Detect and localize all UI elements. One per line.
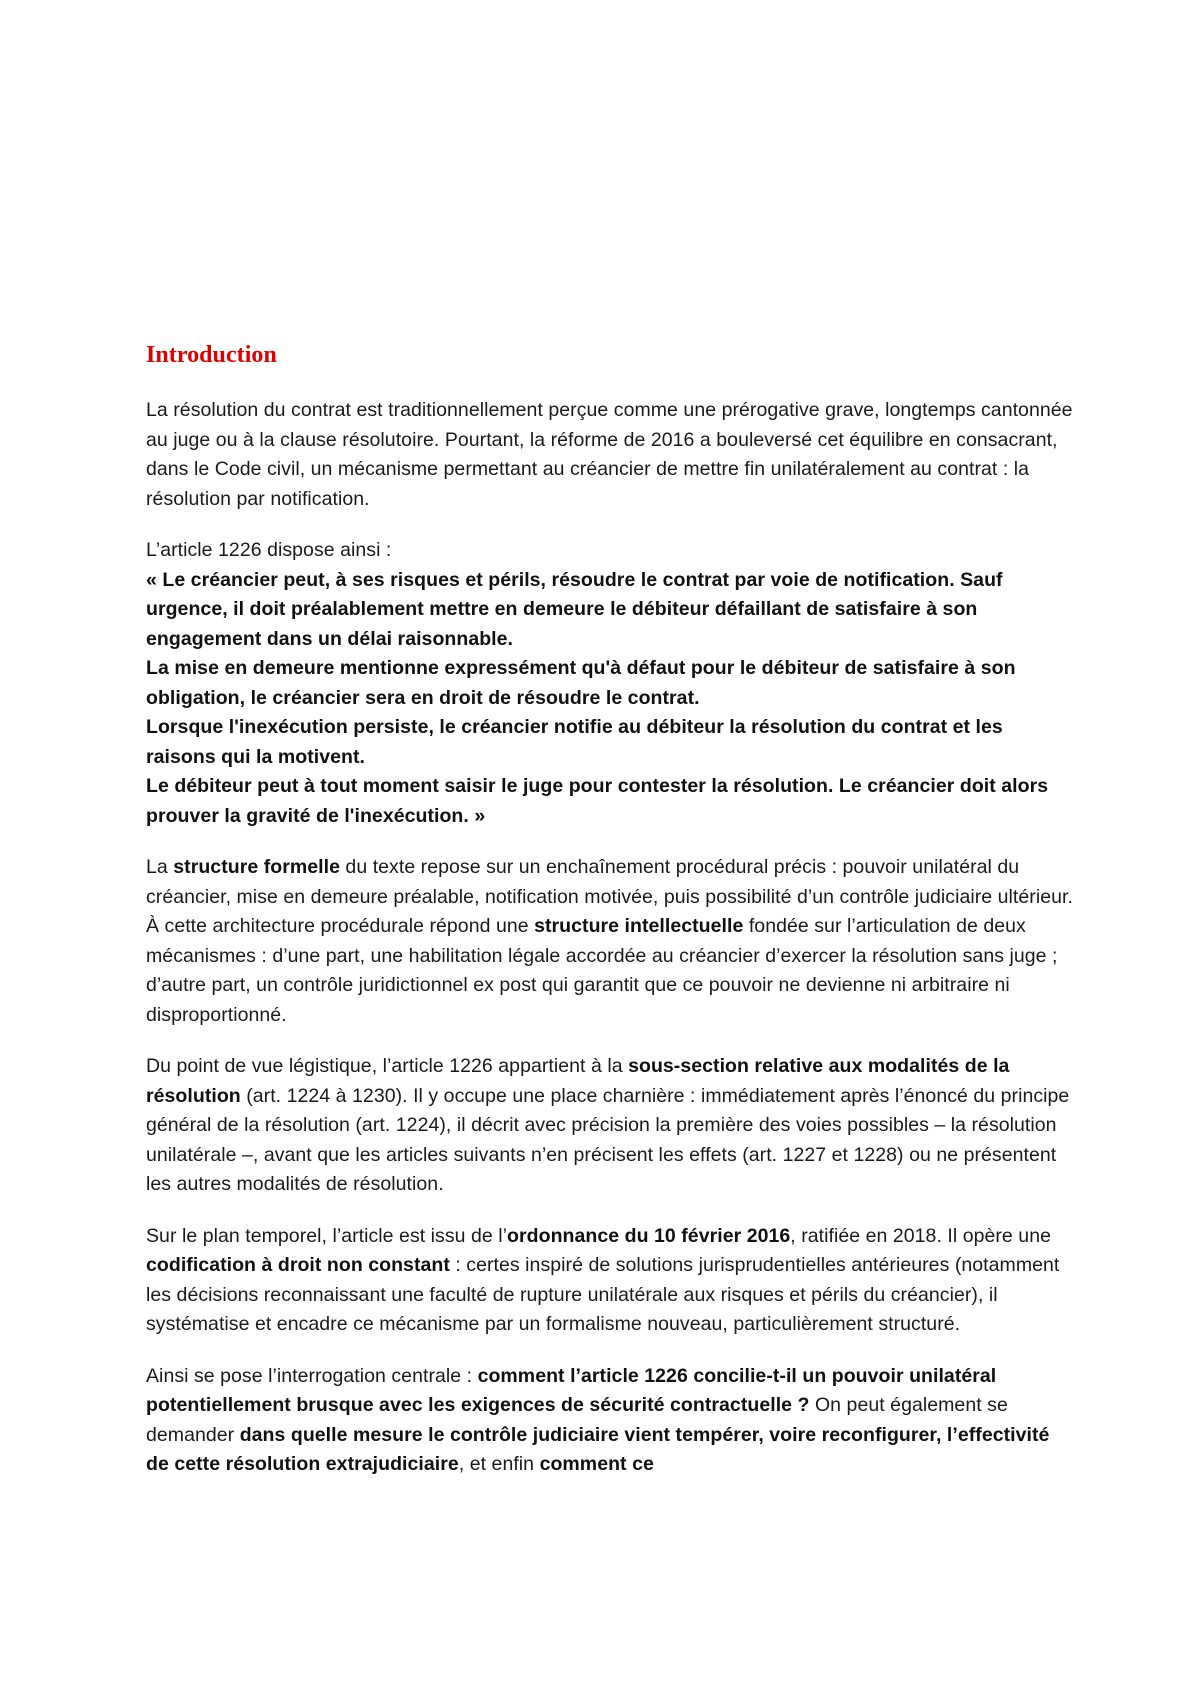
bold-term: ordonnance du 10 février 2016	[507, 1224, 791, 1247]
text-run: Sur le plan temporel, l’article est issu de l’	[146, 1224, 508, 1247]
bold-term: codification à droit non constant	[146, 1254, 450, 1276]
paragraph-legistique	[146, 1052, 1076, 1200]
text-run: fondée sur l’articulation de deux mécanismes : d’une part, une habilitation légale accordée au créancier d’exercer la résolution sans juge ; d’autre part, un contrôle juridictionnel ex post qui garantit que ce pouvoir ne devienne ni arbitraire ni disproportionné.	[146, 915, 1058, 1026]
text-run: Ainsi se pose l’interrogation centrale :	[146, 1364, 478, 1387]
quote-line: Le débiteur peut à tout moment saisir le juge pour contester la résolution. Le créancier doit alors prouver la gravité de l'inexécution. »	[146, 775, 1049, 827]
text-run: (art. 1224 à 1230). Il y occupe une place charnière : immédiatement après l’énoncé du principe général de la résolution (art. 1224), il décrit avec précision la première des voies possibles – la résolution unilatérale –, avant que les articles suivants n’en précisent les effets (art. 1227 et 1228) ou ne présentent les autres modalités de résolution.	[146, 1084, 1070, 1195]
text-run: , et enfin	[458, 1453, 540, 1475]
bold-term: structure intellectuelle	[534, 915, 744, 937]
text-run: Du point de vue légistique, l’article 1226 appartient à la	[146, 1055, 629, 1077]
bold-term: structure formelle	[173, 856, 340, 878]
quote-line: La mise en demeure mentionne expressément qu'à défaut pour le débiteur de satisfaire à son obligation, le créancier sera en droit de résoudre le contrat.	[146, 657, 1016, 709]
paragraph-temporel	[146, 1222, 1076, 1340]
paragraph-intro: La résolution du contrat est traditionnellement perçue comme une prérogative grave, longtemps cantonnée au juge ou à la clause résolutoire. Pourtant, la réforme de 2016 a bouleversé cet équilibre en consacrant, dans le Code civil, un mécanisme permettant au créancier de mettre fin unilatéralement au contrat : la résolution par notification.	[146, 399, 1073, 510]
bold-term: dans quelle mesure le contrôle judiciaire vient tempérer, voire reconfigurer, l’effectivité de cette résolution extrajudiciaire	[146, 1423, 1050, 1475]
text-run: , ratifiée en 2018. Il opère une	[790, 1224, 1051, 1247]
quote-intro: L’article 1226 dispose ainsi :	[146, 539, 392, 561]
text-run: : certes inspiré de solutions jurisprudentielles antérieures (notamment les décisions reconnaissant une faculté de rupture unilatérale aux risques et périls du créancier), il systématise et encadre ce mécanisme par un formalisme nouveau, particulièrement structuré.	[146, 1254, 1060, 1335]
paragraph-problematique	[146, 1362, 1076, 1480]
text-run: La	[146, 856, 174, 878]
article-quote	[146, 566, 1076, 832]
paragraph-structure	[146, 853, 1076, 1030]
bold-term: sous-section relative aux modalités de la résolution	[146, 1055, 1010, 1107]
text-run: du texte repose sur un enchaînement procédural précis : pouvoir unilatéral du créancier, mise en demeure préalable, notification motivée, puis possibilité d’un contrôle judiciaire ultérieur. À cette architecture procédurale répond une	[146, 856, 1073, 937]
document-body	[146, 340, 1076, 1502]
quote-line: Lorsque l'inexécution persiste, le créancier notifie au débiteur la résolution du contrat et les raisons qui la motivent.	[146, 716, 1003, 768]
quote-line: « Le créancier peut, à ses risques et périls, résoudre le contrat par voie de notification. Sauf urgence, il doit préalablement mettre en demeure le débiteur défaillant de satisfaire à son engagement dans un délai raisonnable.	[146, 568, 1003, 650]
bold-term: comment ce	[539, 1453, 654, 1475]
text-run: On peut également se demander	[146, 1394, 1008, 1446]
bold-term: comment l’article 1226 concilie-t-il un pouvoir unilatéral potentiellement brusque avec les exigences de sécurité contractuelle ?	[146, 1364, 997, 1416]
section-heading: Introduction	[146, 342, 277, 368]
